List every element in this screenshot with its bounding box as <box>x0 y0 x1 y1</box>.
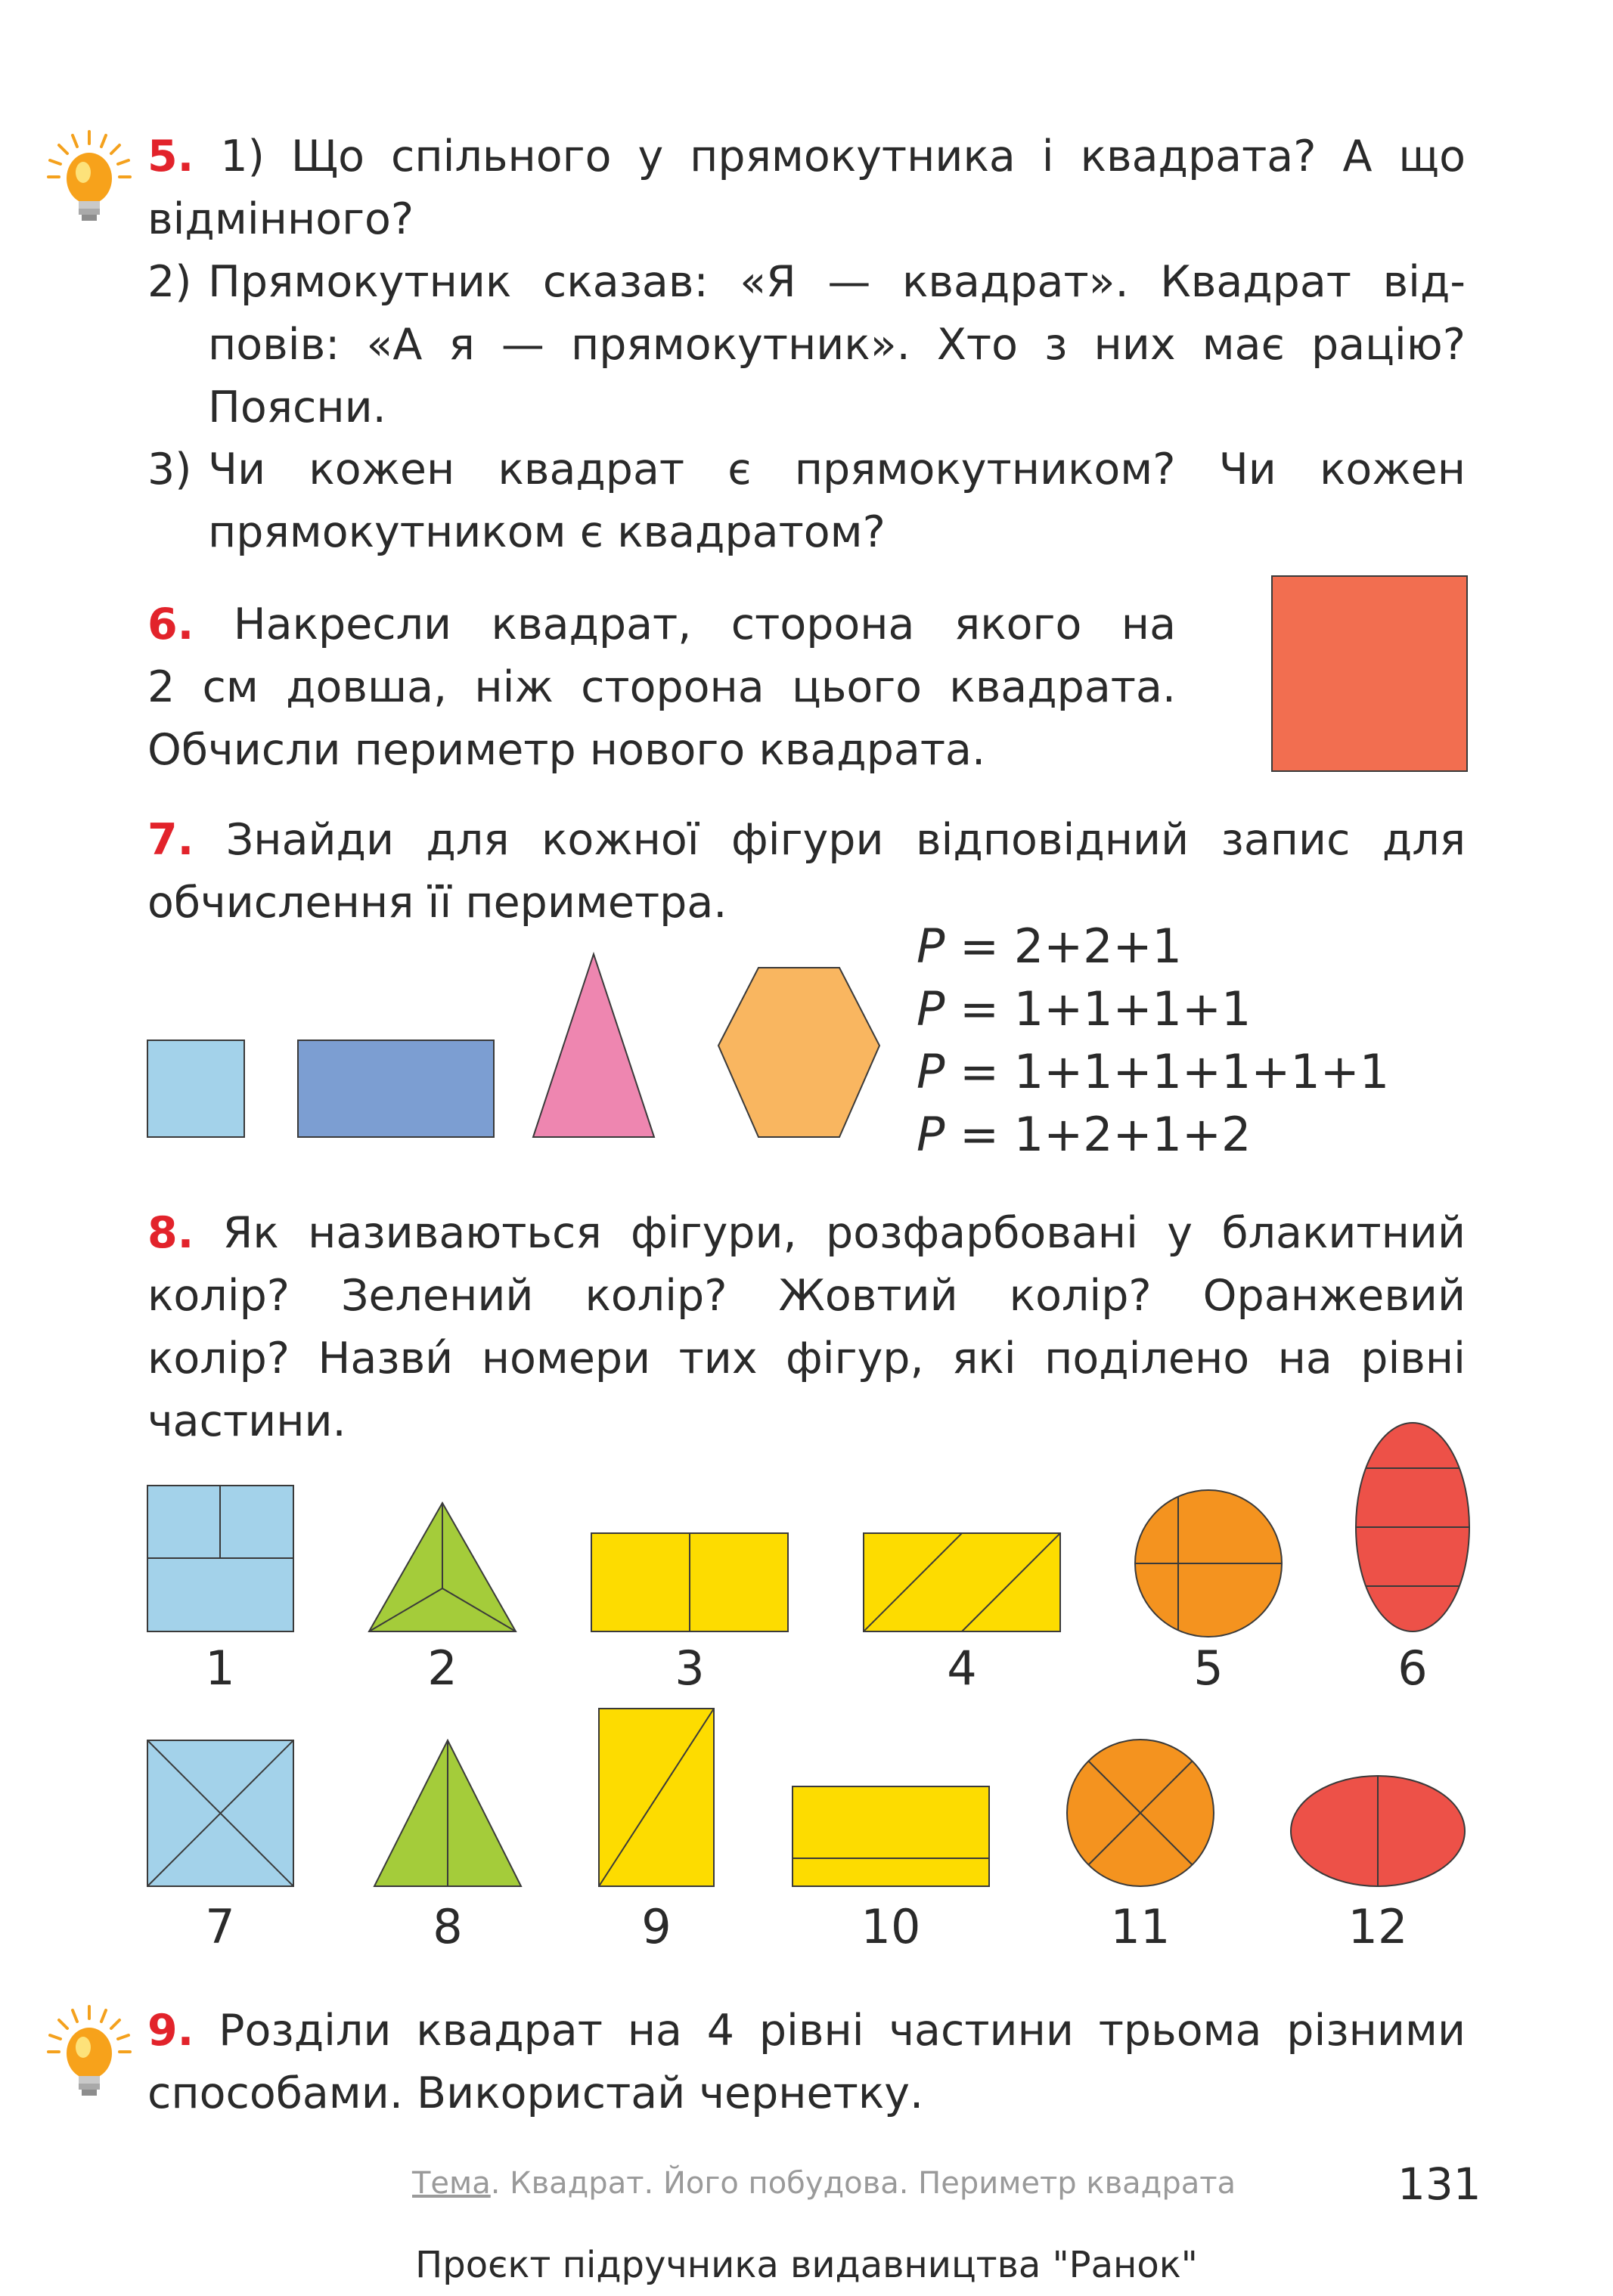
footer-topic: Тема. Квадрат. Його побудова. Периметр квадрата <box>412 2166 1236 2201</box>
hexagon-shape <box>718 968 879 1137</box>
task-7: 7. Знайди для кожної фігури відповідний запис для обчислення її периметра. <box>147 815 1466 928</box>
figure-8 <box>374 1740 521 1886</box>
task-6-square <box>1270 575 1471 775</box>
task-number: 9. <box>147 2006 194 2056</box>
figure-label-10: 10 <box>861 1899 921 1954</box>
formula-1: P = 2+2+1 <box>917 919 1183 974</box>
task-number: 6. <box>147 600 194 649</box>
figure-label-9: 9 <box>641 1899 672 1954</box>
figure-7 <box>147 1740 293 1886</box>
formula-4: P = 1+2+1+2 <box>917 1107 1252 1162</box>
formula-3: P = 1+1+1+1+1+1 <box>917 1044 1390 1099</box>
project-note: Проєкт підручника видавництва "Ранок" <box>415 2244 1198 2286</box>
figure-label-5: 5 <box>1193 1641 1224 1696</box>
figure-5 <box>1135 1490 1282 1637</box>
triangle-shape <box>533 954 654 1137</box>
page-number: 131 <box>1397 2158 1481 2210</box>
task-7-shapes <box>136 945 892 1157</box>
figure-label-11: 11 <box>1110 1899 1171 1954</box>
figure-label-2: 2 <box>427 1641 458 1696</box>
figure-label-1: 1 <box>205 1641 235 1696</box>
rectangle-shape <box>298 1040 494 1137</box>
figure-2 <box>369 1503 516 1631</box>
figure-label-12: 12 <box>1348 1899 1408 1954</box>
square-shape <box>147 1040 244 1137</box>
figure-label-7: 7 <box>205 1899 235 1954</box>
task-6: 6. Накресли квадрат, сторона якого на 2 см довша, ніж сторона цього квадрата. Обчисли периметр нового квадрата. <box>147 600 1176 775</box>
figure-10 <box>793 1786 989 1886</box>
figure-1 <box>147 1486 293 1631</box>
task-8: 8. Як називаються фігури, розфарбовані у блакитний колір? Зелений колір? Жовтий колір? Оранжевий колір? Назви́ номери тих фігур, які поділено на рівні частини. <box>147 1208 1466 1446</box>
figure-4 <box>864 1533 1060 1631</box>
task-number: 7. <box>147 815 194 865</box>
figure-6 <box>1356 1423 1469 1631</box>
figure-label-4: 4 <box>947 1641 977 1696</box>
figure-9 <box>599 1709 714 1886</box>
task-number: 5. <box>147 132 194 181</box>
task-number: 8. <box>147 1208 194 1258</box>
formula-2: P = 1+1+1+1 <box>917 981 1252 1036</box>
task-5-item-2: 2) Прямокутник сказав: «Я — квадрат». Квадрат від- повів: «А я — прямокутник». Хто з них має рацію? Поясни. <box>147 257 1466 432</box>
task-5-item-3: 3) Чи кожен квадрат є прямокутником? Чи кожен прямокутником є квадратом? <box>147 445 1466 557</box>
lightbulb-icon <box>44 2003 135 2109</box>
lightbulb-icon <box>44 129 135 234</box>
task-9: 9. Розділи квадрат на 4 рівні частини трьома різними способами. Використай чернетку. <box>147 2006 1466 2118</box>
figure-11 <box>1067 1740 1214 1886</box>
task-5: 5. 1) Що спільного у прямокутника і квадрата? А що відмінного? <box>147 132 1466 244</box>
figure-label-8: 8 <box>433 1899 463 1954</box>
figure-label-6: 6 <box>1397 1641 1428 1696</box>
figure-3 <box>591 1533 788 1631</box>
figure-12 <box>1291 1776 1465 1886</box>
figure-label-3: 3 <box>675 1641 705 1696</box>
